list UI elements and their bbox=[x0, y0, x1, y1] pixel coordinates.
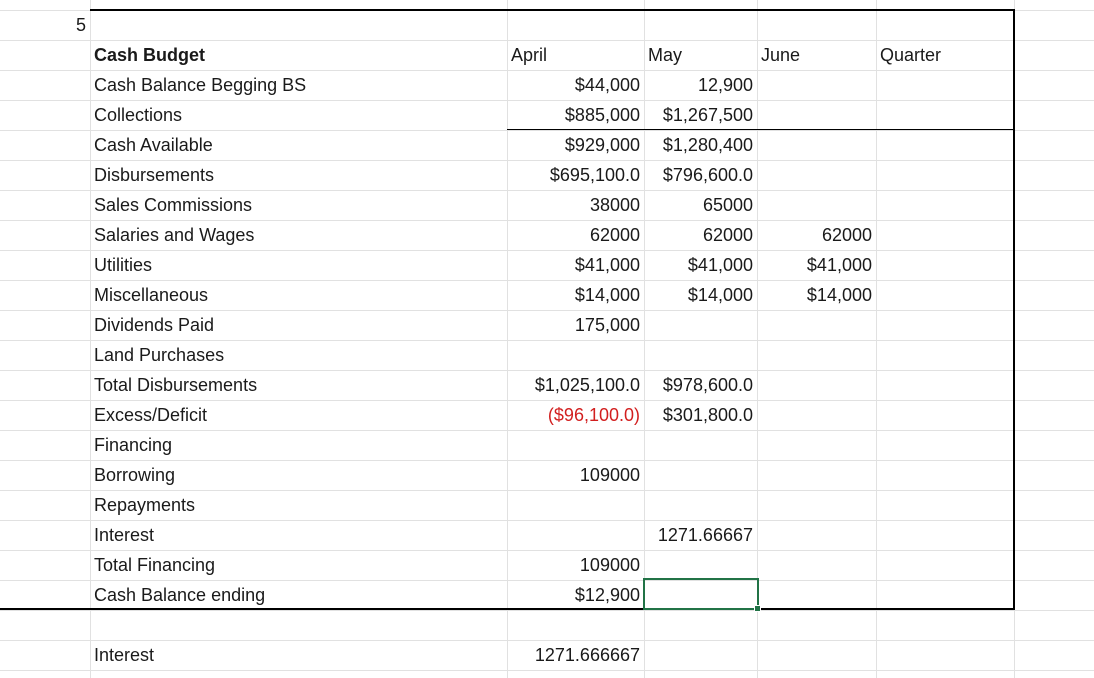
cell-quarter[interactable] bbox=[876, 190, 1014, 220]
cell-quarter[interactable] bbox=[876, 70, 1014, 100]
cell-april[interactable]: $14,000 bbox=[574, 285, 640, 305]
cell-june[interactable] bbox=[757, 400, 876, 430]
cell-april-negative[interactable]: ($96,100.0) bbox=[547, 405, 640, 425]
footer-interest-value[interactable]: 1271.666667 bbox=[534, 645, 640, 665]
cell-quarter[interactable] bbox=[876, 340, 1014, 370]
fill-handle[interactable] bbox=[754, 605, 761, 612]
row-label[interactable]: Cash Balance ending bbox=[94, 585, 266, 605]
cash-budget-title[interactable]: Cash Budget bbox=[94, 45, 206, 65]
cell-may[interactable] bbox=[644, 550, 757, 580]
row-label[interactable]: Excess/Deficit bbox=[94, 405, 208, 425]
cell-june[interactable] bbox=[757, 370, 876, 400]
row-label[interactable]: Total Disbursements bbox=[94, 375, 258, 395]
active-cell-selection[interactable] bbox=[643, 578, 759, 610]
cell-may[interactable]: $14,000 bbox=[687, 285, 753, 305]
cell-april[interactable]: $929,000 bbox=[564, 135, 640, 155]
cell-april[interactable]: 109000 bbox=[579, 555, 640, 575]
cell-april[interactable]: $885,000 bbox=[564, 105, 640, 125]
cell-quarter[interactable] bbox=[876, 400, 1014, 430]
cell-may[interactable]: $1,280,400 bbox=[662, 135, 753, 155]
cell-may[interactable] bbox=[644, 310, 757, 340]
cell-quarter[interactable] bbox=[876, 250, 1014, 280]
cell-may[interactable]: 12,900 bbox=[697, 75, 753, 95]
header-quarter[interactable]: Quarter bbox=[880, 45, 942, 65]
cell-quarter[interactable] bbox=[876, 310, 1014, 340]
row-label[interactable]: Repayments bbox=[94, 495, 196, 515]
header-april[interactable]: April bbox=[511, 45, 548, 65]
cell-april[interactable]: $12,900 bbox=[574, 585, 640, 605]
cell-may[interactable]: $978,600.0 bbox=[662, 375, 753, 395]
cell-quarter[interactable] bbox=[876, 520, 1014, 550]
cell-june[interactable] bbox=[757, 460, 876, 490]
cell-april[interactable]: $41,000 bbox=[574, 255, 640, 275]
cell-may[interactable]: $41,000 bbox=[687, 255, 753, 275]
row-label[interactable]: Disbursements bbox=[94, 165, 215, 185]
cell-april[interactable] bbox=[507, 430, 644, 460]
row-label[interactable]: Collections bbox=[94, 105, 183, 125]
cell-quarter[interactable] bbox=[876, 370, 1014, 400]
cell-april[interactable] bbox=[507, 340, 644, 370]
table-top-border bbox=[90, 9, 1015, 11]
cell-quarter[interactable] bbox=[876, 580, 1014, 610]
cell-quarter[interactable] bbox=[876, 220, 1014, 250]
cell-may[interactable] bbox=[644, 430, 757, 460]
cell-april[interactable] bbox=[507, 490, 644, 520]
cell-may[interactable] bbox=[644, 490, 757, 520]
cell-april[interactable]: 109000 bbox=[579, 465, 640, 485]
cell-may[interactable]: $1,267,500 bbox=[662, 105, 753, 125]
cell-june[interactable] bbox=[757, 490, 876, 520]
cell-june[interactable] bbox=[757, 70, 876, 100]
row-label[interactable]: Financing bbox=[94, 435, 173, 455]
cell-may[interactable]: 65000 bbox=[702, 195, 753, 215]
cell-april[interactable]: 38000 bbox=[589, 195, 640, 215]
cell-june[interactable] bbox=[757, 190, 876, 220]
row-label[interactable]: Sales Commissions bbox=[94, 195, 253, 215]
cell-april[interactable] bbox=[507, 520, 644, 550]
cell-april[interactable]: 62000 bbox=[589, 225, 640, 245]
cell-may[interactable] bbox=[644, 340, 757, 370]
header-june[interactable]: June bbox=[761, 45, 801, 65]
cell-june[interactable] bbox=[757, 580, 876, 610]
cell-april[interactable]: $44,000 bbox=[574, 75, 640, 95]
cell-june[interactable]: 62000 bbox=[821, 225, 872, 245]
row-label[interactable]: Total Financing bbox=[94, 555, 216, 575]
cell-quarter[interactable] bbox=[876, 490, 1014, 520]
header-may[interactable]: May bbox=[648, 45, 683, 65]
cell-may[interactable]: $796,600.0 bbox=[662, 165, 753, 185]
cell-quarter[interactable] bbox=[876, 460, 1014, 490]
cell-quarter[interactable] bbox=[876, 430, 1014, 460]
cell-april[interactable]: 175,000 bbox=[574, 315, 640, 335]
cell-june[interactable] bbox=[757, 520, 876, 550]
cell-june[interactable] bbox=[757, 310, 876, 340]
cell-june[interactable] bbox=[757, 100, 876, 130]
cell-quarter[interactable] bbox=[876, 280, 1014, 310]
cell-june[interactable]: $14,000 bbox=[806, 285, 872, 305]
row-label[interactable]: Cash Balance Begging BS bbox=[94, 75, 307, 95]
cell-june[interactable] bbox=[757, 340, 876, 370]
row-label[interactable]: Dividends Paid bbox=[94, 315, 215, 335]
row-label[interactable]: Borrowing bbox=[94, 465, 176, 485]
row-label[interactable]: Salaries and Wages bbox=[94, 225, 255, 245]
row-number-5: 5 bbox=[75, 15, 86, 35]
cell-quarter[interactable] bbox=[876, 130, 1014, 160]
row-label[interactable]: Cash Available bbox=[94, 135, 213, 155]
cell-quarter[interactable] bbox=[876, 550, 1014, 580]
cell-june[interactable] bbox=[757, 130, 876, 160]
row-label[interactable]: Interest bbox=[94, 525, 155, 545]
cell-may[interactable]: 1271.66667 bbox=[657, 525, 753, 545]
row-label[interactable]: Utilities bbox=[94, 255, 153, 275]
cell-quarter[interactable] bbox=[876, 160, 1014, 190]
cell-april[interactable]: $1,025,100.0 bbox=[534, 375, 640, 395]
cell-june[interactable]: $41,000 bbox=[806, 255, 872, 275]
cell-june[interactable] bbox=[757, 160, 876, 190]
cell-june[interactable] bbox=[757, 550, 876, 580]
footer-interest-label[interactable]: Interest bbox=[94, 645, 155, 665]
cell-june[interactable] bbox=[757, 430, 876, 460]
row-label[interactable]: Miscellaneous bbox=[94, 285, 209, 305]
cell-may[interactable]: 62000 bbox=[702, 225, 753, 245]
cell-april[interactable]: $695,100.0 bbox=[549, 165, 640, 185]
cell-quarter[interactable] bbox=[876, 100, 1014, 130]
cell-may[interactable]: $301,800.0 bbox=[662, 405, 753, 425]
row-label[interactable]: Land Purchases bbox=[94, 345, 225, 365]
cell-may[interactable] bbox=[644, 460, 757, 490]
